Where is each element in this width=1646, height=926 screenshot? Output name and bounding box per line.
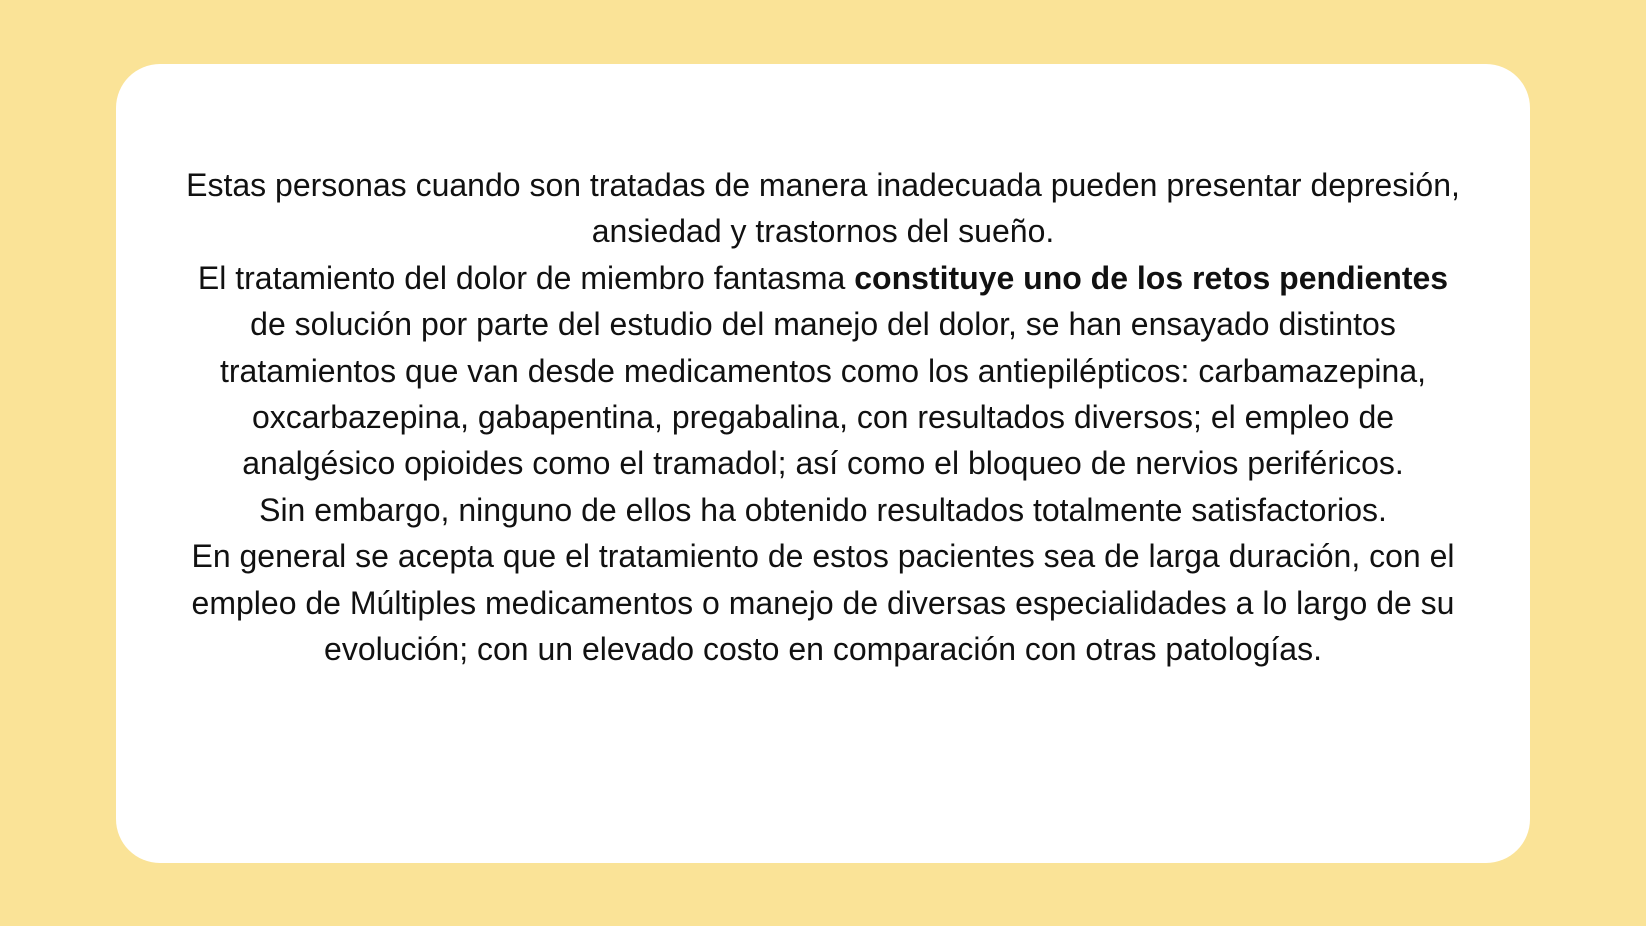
treatment-details: de solución por parte del estudio del manejo del dolor, se han ensayado distintos tratamientos que van desde medicamentos como los antiepilépticos: carbamazepina, oxcarbazepina, gabapentina, pregabalina, con resultados diversos; el empleo de analgésico opioides como el tramadol; así como el bloqueo de nervios periféricos. bbox=[220, 306, 1426, 482]
paragraph-results: Sin embargo, ninguno de ellos ha obtenido resultados totalmente satisfactorios. bbox=[259, 491, 1387, 528]
paragraph-treatment bbox=[180, 255, 1466, 487]
treatment-intro: El tratamiento del dolor de miembro fantasma bbox=[197, 259, 855, 296]
paragraph-consequences: Estas personas cuando son tratadas de manera inadecuada pueden presentar depresión, ansiedad y trastornos del sueño. bbox=[186, 167, 1460, 250]
paragraph-general: En general se acepta que el tratamiento de estos pacientes sea de larga duración, con el empleo de Múltiples medicamentos o manejo de diversas especialidades a lo largo de su evolución; con un elevado costo en comparación con otras patologías. bbox=[191, 538, 1455, 668]
body-text bbox=[180, 162, 1466, 672]
treatment-emphasis: constituye uno de los retos pendientes bbox=[854, 259, 1449, 296]
